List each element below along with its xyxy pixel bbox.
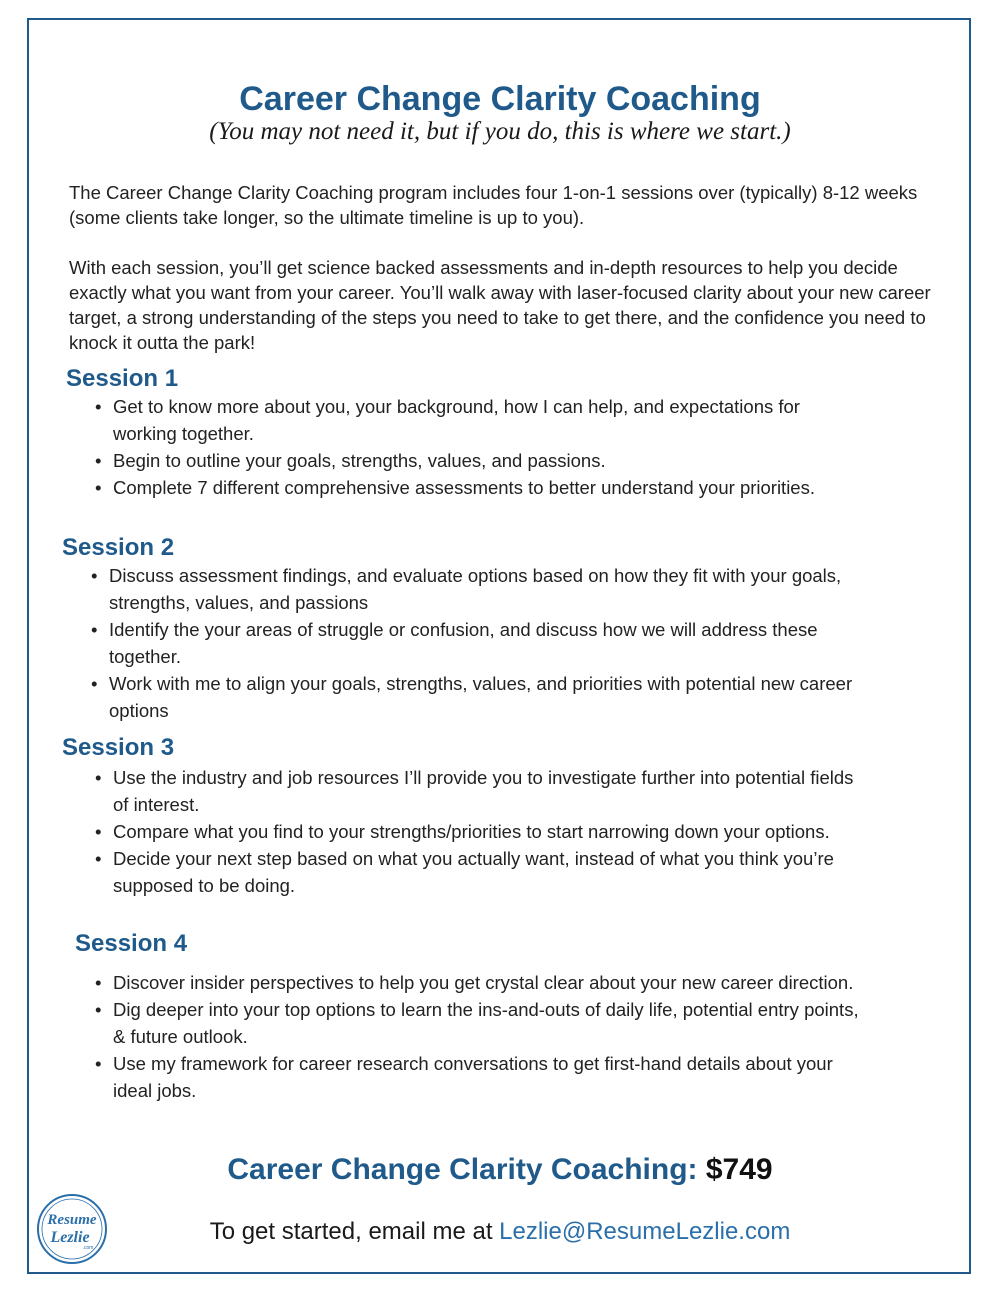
list-item: • Work with me to align your goals, strengths, values, and priorities with potential new career options xyxy=(91,670,856,724)
contact-line xyxy=(0,1218,1000,1246)
session-3-heading: Session 3 xyxy=(62,734,175,761)
pricing-label: Career Change Clarity Coaching: xyxy=(227,1153,698,1186)
price-value: $749 xyxy=(705,1153,773,1186)
session-4-heading: Session 4 xyxy=(75,930,188,957)
pricing-line xyxy=(0,1153,1000,1187)
intro-paragraph-1: The Career Change Clarity Coaching program includes four 1-on-1 sessions over (typically) 8-12 weeks (some clients take longer, so the ultimate timeline is up to you). xyxy=(69,182,918,228)
logo-text-line2: Lezlie xyxy=(50,1229,90,1246)
session-2-list xyxy=(91,562,856,724)
list-item: • Discover insider perspectives to help you get crystal clear about your new career direction. xyxy=(95,969,860,996)
list-item: • Begin to outline your goals, strengths, values, and passions. xyxy=(95,447,860,474)
session-1-list xyxy=(95,393,860,501)
resume-lezlie-logo xyxy=(35,1192,109,1266)
list-item: • Use my framework for career research conversations to get first-hand details about your ideal jobs. xyxy=(95,1050,860,1104)
session-1-heading: Session 1 xyxy=(66,365,179,392)
page-title: Career Change Clarity Coaching xyxy=(239,80,761,118)
list-item: • Decide your next step based on what you actually want, instead of what you think you’re supposed to be doing. xyxy=(95,845,860,899)
list-item: • Compare what you find to your strengths/priorities to start narrowing down your options. xyxy=(95,818,860,845)
session-3-list xyxy=(95,764,860,899)
list-item: • Dig deeper into your top options to learn the ins-and-outs of daily life, potential entry points, & future outlook. xyxy=(95,996,860,1050)
list-item: • Complete 7 different comprehensive assessments to better understand your priorities. xyxy=(95,474,860,501)
list-item: • Get to know more about you, your background, how I can help, and expectations for working together. xyxy=(95,393,860,447)
logo-text-line1: Resume xyxy=(47,1212,97,1228)
session-2-heading: Session 2 xyxy=(62,534,175,561)
contact-prefix: To get started, email me at xyxy=(209,1218,493,1245)
list-item: • Use the industry and job resources I’ll provide you to investigate further into potential fields of interest. xyxy=(95,764,860,818)
intro-paragraph-2: With each session, you’ll get science backed assessments and in-depth resources to help you decide exactly what you want from your career. You’ll walk away with laser-focused clarity about your new career target, a strong understanding of the steps you need to take to get there, and the confidence you need to knock it outta the park! xyxy=(69,257,931,353)
page-subtitle: (You may not need it, but if you do, this is where we start.) xyxy=(209,118,791,145)
session-4-list xyxy=(95,969,860,1104)
logo-text-suffix: .com xyxy=(82,1245,94,1251)
list-item: • Identify the your areas of struggle or confusion, and discuss how we will address these together. xyxy=(91,616,856,670)
list-item: • Discuss assessment findings, and evaluate options based on how they fit with your goals, strengths, values, and passions xyxy=(91,562,856,616)
contact-email-link[interactable]: Lezlie@ResumeLezlie.com xyxy=(499,1218,791,1245)
